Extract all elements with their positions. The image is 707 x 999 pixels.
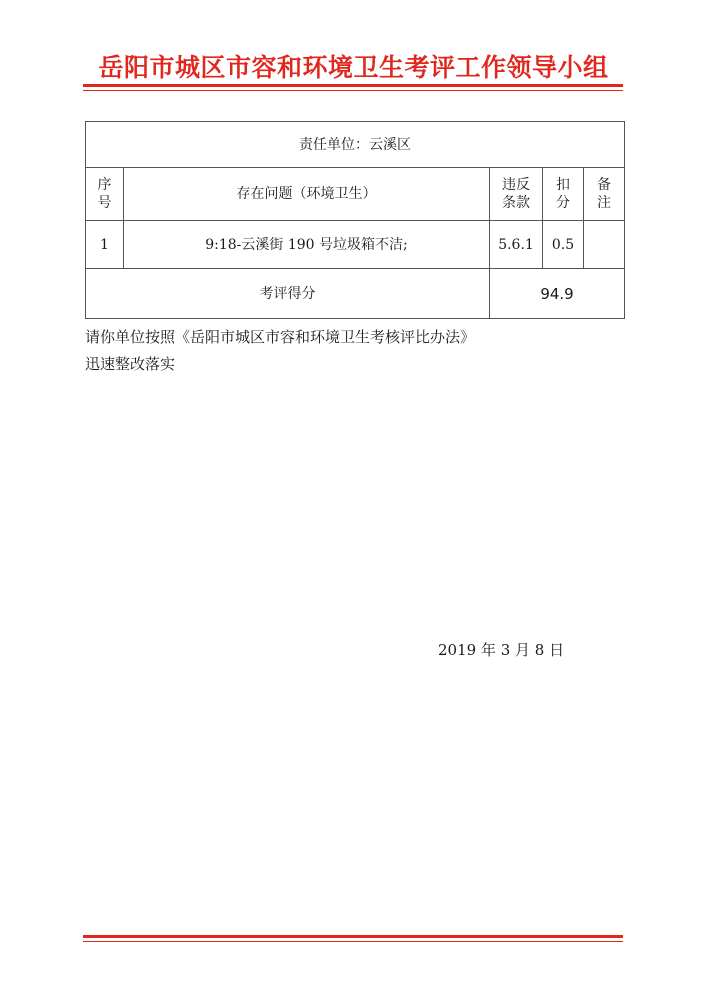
row-remark [584, 221, 625, 269]
issue-date: 2019 年 3 月 8 日 [438, 641, 565, 659]
row-deduct: 0.5 [543, 221, 584, 269]
responsible-unit-label: 责任单位：云溪区 [86, 122, 625, 168]
row-issue: 9:18-云溪街 190 号垃圾箱不洁; [124, 221, 490, 269]
row-seq: 1 [86, 221, 124, 269]
column-header-deduct: 扣 分 [543, 168, 584, 221]
header-rule-thin [83, 90, 623, 91]
notice-line-1: 请你单位按照《岳阳市城区市容和环境卫生考核评比办法》 [85, 328, 476, 346]
column-header-issue: 存在问题（环境卫生） [124, 168, 490, 221]
column-header-violation: 违反 条款 [490, 168, 543, 221]
column-header-seq: 序 号 [86, 168, 124, 221]
header-rule-thick [83, 84, 623, 87]
row-violation: 5.6.1 [490, 221, 543, 269]
table-row [86, 221, 625, 269]
score-label: 考评得分 [86, 269, 490, 319]
column-header-remark: 备 注 [584, 168, 625, 221]
footer-rule-thin [83, 941, 623, 942]
footer-rule-thick [83, 935, 623, 938]
score-row [86, 269, 625, 319]
organization-title: 岳阳市城区市容和环境卫生考评工作领导小组 [98, 53, 609, 82]
score-value: 94.9 [490, 269, 625, 319]
inspection-table [85, 121, 625, 319]
table-header-row [86, 168, 625, 221]
rectification-notice [85, 324, 605, 378]
responsible-unit-row [86, 122, 625, 168]
notice-line-2: 迅速整改落实 [85, 355, 176, 373]
